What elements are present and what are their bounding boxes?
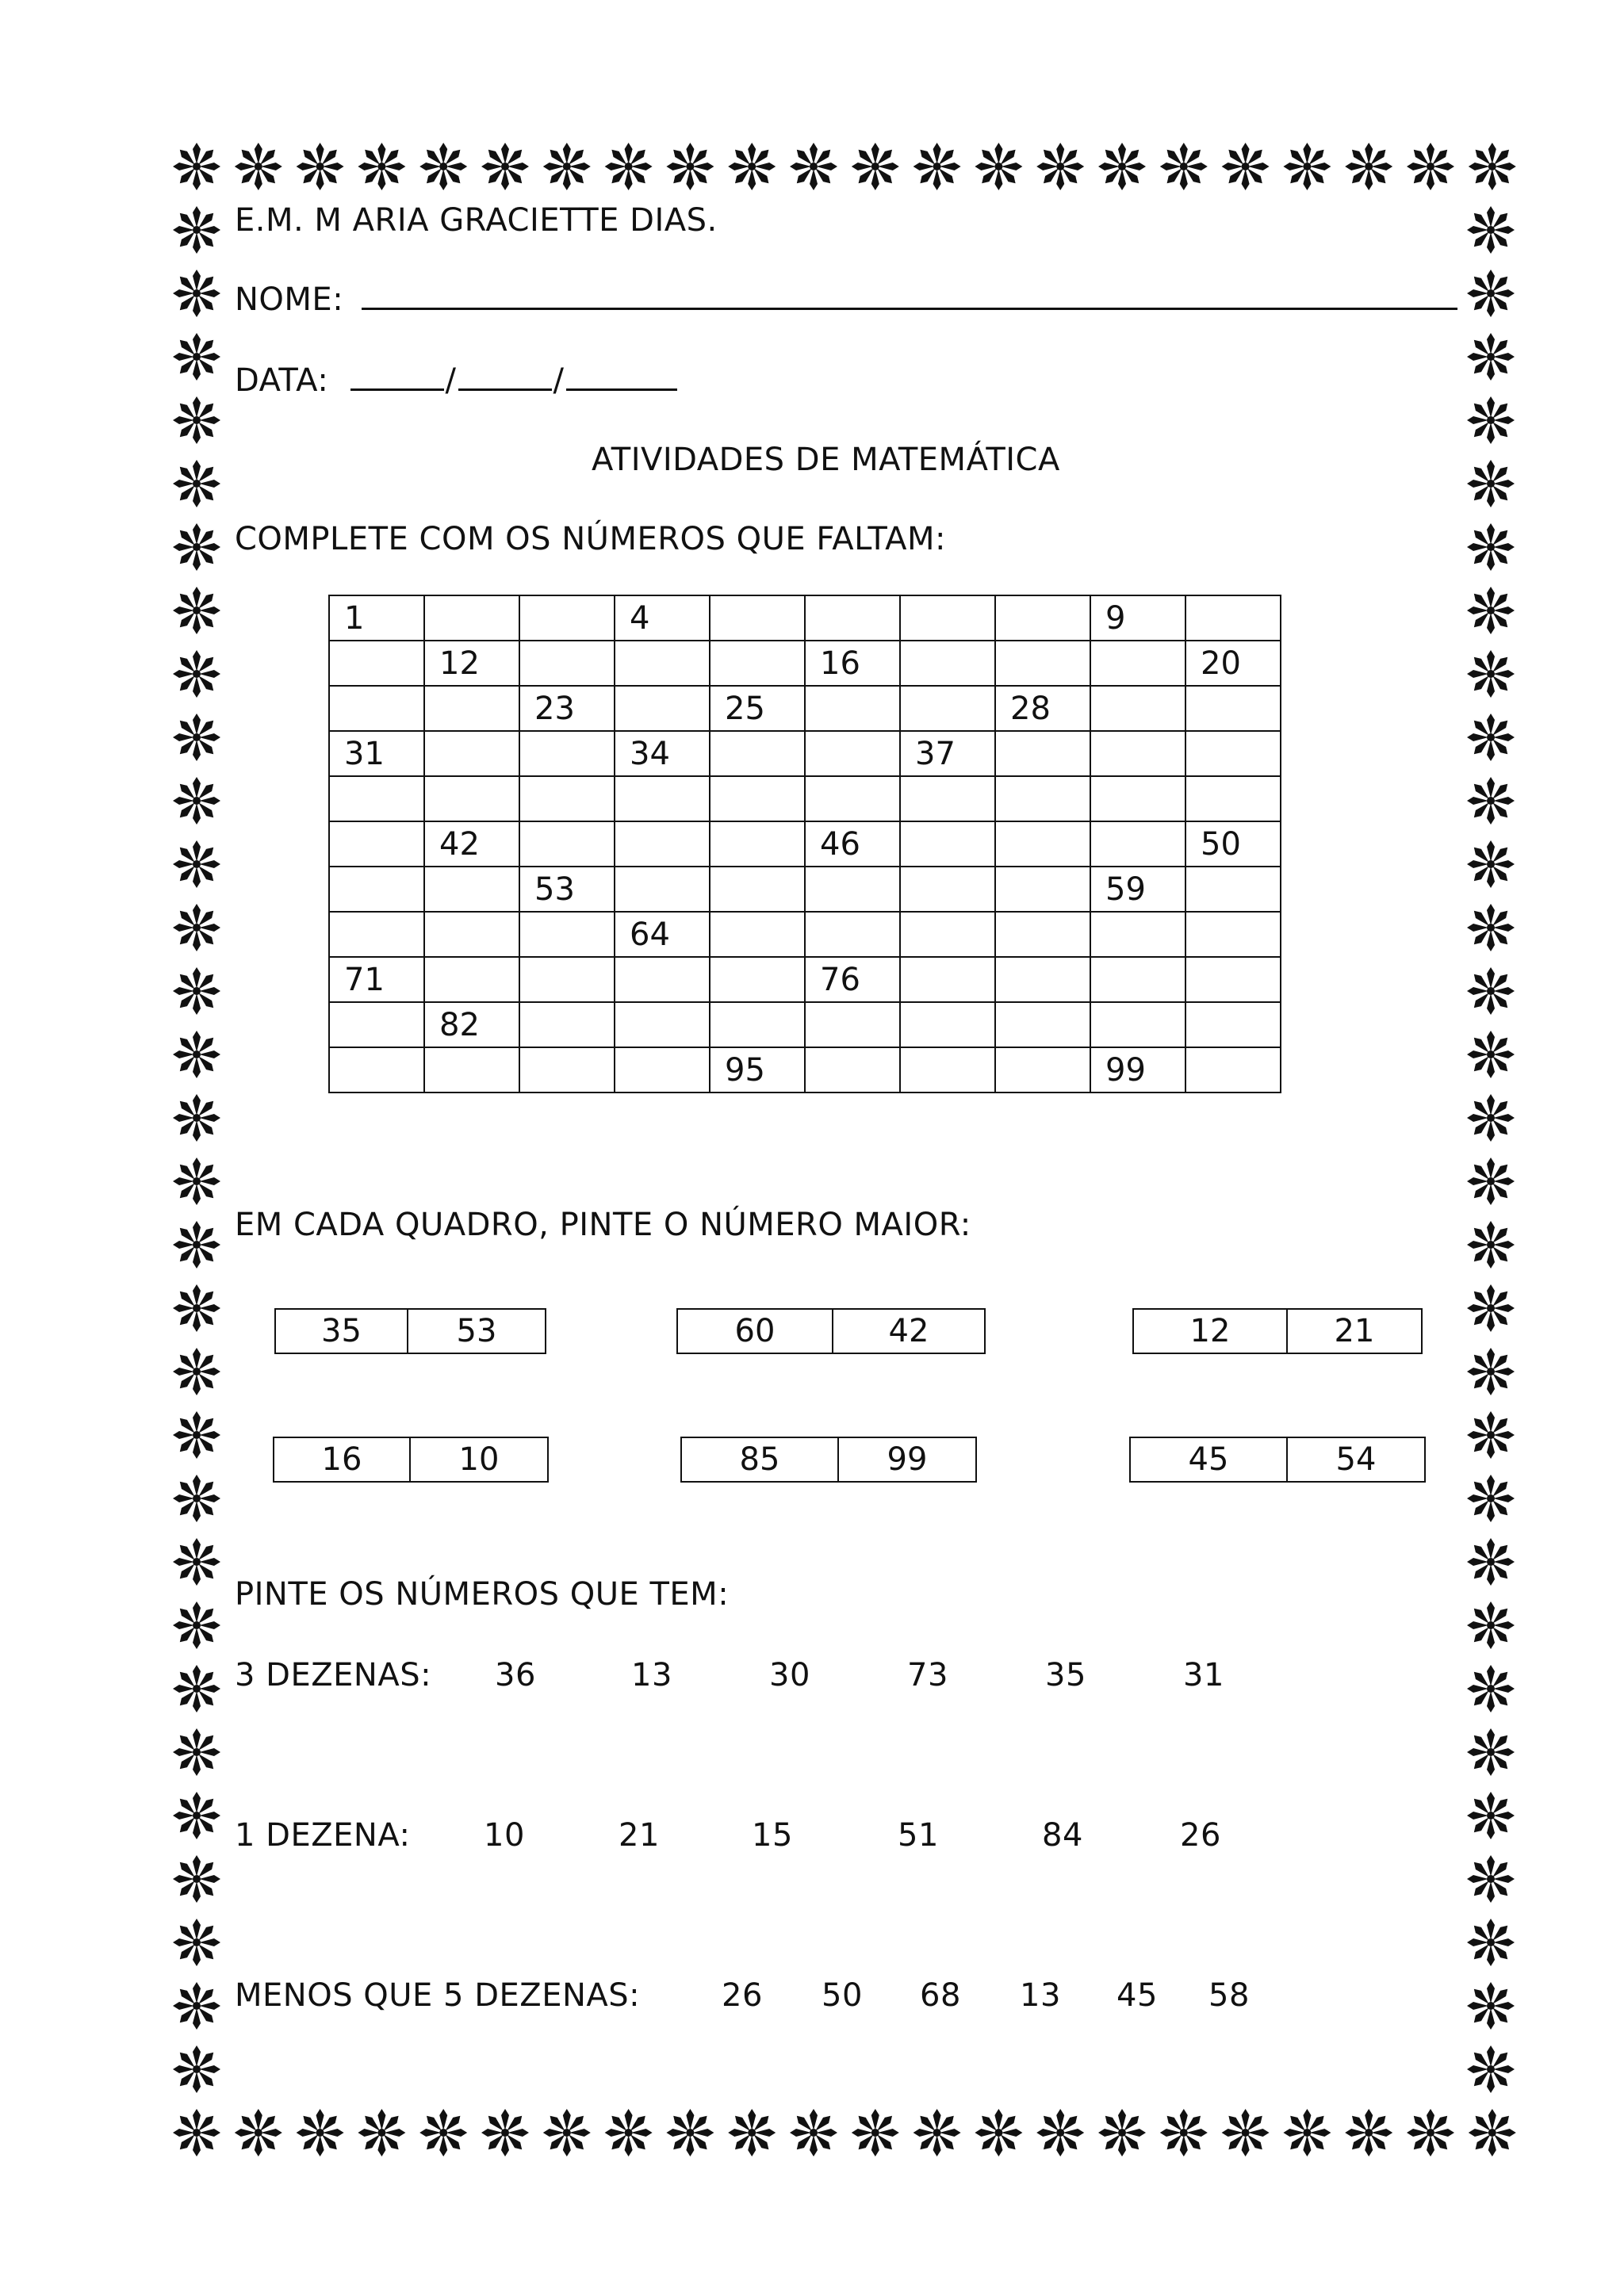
grid-cell[interactable] <box>519 1047 615 1093</box>
flower-ornament-icon <box>173 1348 220 1395</box>
flower-ornament-icon <box>173 1475 220 1522</box>
flower-ornament-icon <box>419 2109 467 2156</box>
pair-number[interactable]: 12 <box>1189 1313 1231 1349</box>
flower-ornament-icon <box>1467 714 1515 761</box>
paintable-number[interactable]: 21 <box>619 1817 660 1854</box>
grid-cell[interactable] <box>1185 1047 1281 1093</box>
paintable-number[interactable]: 26 <box>1180 1817 1221 1854</box>
flower-ornament-icon <box>914 2109 961 2156</box>
grid-cell[interactable] <box>995 1002 1090 1047</box>
flower-ornament-icon <box>1467 460 1515 507</box>
grid-row <box>329 1047 1281 1093</box>
flower-ornament-icon <box>173 270 220 317</box>
grid-cell: 95 <box>710 1047 805 1093</box>
flower-ornament-icon <box>173 1158 220 1205</box>
grid-cell[interactable] <box>805 686 900 731</box>
flower-ornament-icon <box>173 333 220 381</box>
flower-ornament-icon <box>1467 1158 1515 1205</box>
grid-cell[interactable] <box>900 1047 995 1093</box>
flower-ornament-icon <box>1467 650 1515 698</box>
flower-ornament-icon <box>358 2109 405 2156</box>
flower-ornament-icon <box>1467 1284 1515 1332</box>
grid-cell[interactable] <box>710 867 805 912</box>
grid-cell: 31 <box>329 731 424 776</box>
grid-cell: 20 <box>1185 641 1281 686</box>
flower-ornament-icon <box>173 1728 220 1776</box>
grid-cell[interactable] <box>995 731 1090 776</box>
grid-cell: 99 <box>1090 1047 1185 1093</box>
grid-cell[interactable] <box>615 686 710 731</box>
grid-cell[interactable] <box>519 821 615 867</box>
flower-ornament-icon <box>1467 1728 1515 1776</box>
flower-ornament-icon <box>173 206 220 254</box>
grid-cell[interactable] <box>424 957 519 1002</box>
grid-cell: 23 <box>519 686 615 731</box>
flower-ornament-icon <box>1467 1411 1515 1459</box>
grid-cell[interactable] <box>995 867 1090 912</box>
flower-ornament-icon <box>605 143 653 190</box>
paintable-number[interactable]: 15 <box>752 1817 793 1854</box>
date-slash: / <box>445 362 457 399</box>
flower-ornament-icon <box>173 2045 220 2093</box>
name-line <box>235 281 1457 318</box>
flower-ornament-icon <box>1160 143 1208 190</box>
flower-ornament-icon <box>1467 1982 1515 2030</box>
grid-cell: 4 <box>615 595 710 641</box>
grid-cell[interactable] <box>900 641 995 686</box>
flower-ornament-icon <box>173 840 220 888</box>
grid-cell[interactable] <box>615 821 710 867</box>
grid-cell[interactable] <box>995 1047 1090 1093</box>
flower-ornament-icon <box>419 143 467 190</box>
flower-ornament-icon <box>173 1031 220 1078</box>
paintable-number[interactable]: 31 <box>1183 1657 1224 1693</box>
grid-cell[interactable] <box>329 867 424 912</box>
paintable-number[interactable]: 30 <box>769 1657 810 1693</box>
grid-cell[interactable] <box>900 1002 995 1047</box>
grid-cell[interactable] <box>329 686 424 731</box>
grid-row <box>329 821 1281 867</box>
number-pair-box <box>1129 1437 1426 1483</box>
grid-cell[interactable] <box>329 912 424 957</box>
paintable-number[interactable]: 13 <box>631 1657 672 1693</box>
flower-ornament-icon <box>173 587 220 634</box>
flower-ornament-icon <box>1467 1538 1515 1586</box>
paintable-number[interactable]: 35 <box>1045 1657 1086 1693</box>
grid-cell[interactable] <box>1090 731 1185 776</box>
name-field[interactable] <box>362 281 1457 310</box>
flower-ornament-icon <box>1036 143 1084 190</box>
grid-cell[interactable] <box>995 776 1090 821</box>
section2-instruction: EM CADA QUADRO, PINTE O NÚMERO MAIOR: <box>235 1207 971 1243</box>
flower-ornament-icon <box>1467 396 1515 444</box>
grid-cell[interactable] <box>519 776 615 821</box>
grid-cell[interactable] <box>615 1002 710 1047</box>
paintable-number[interactable]: 45 <box>1116 1977 1158 2014</box>
pair-number[interactable]: 60 <box>734 1313 776 1349</box>
flower-ornament-icon <box>1467 1094 1515 1142</box>
grid-cell[interactable] <box>995 821 1090 867</box>
school-name: E.M. M ARIA GRACIETTE DIAS. <box>235 202 718 239</box>
tens-row-label: 3 DEZENAS: <box>235 1657 432 1693</box>
tens-row-label: 1 DEZENA: <box>235 1817 411 1854</box>
pair-number[interactable]: 85 <box>739 1441 780 1478</box>
grid-cell[interactable] <box>900 957 995 1002</box>
grid-cell[interactable] <box>805 731 900 776</box>
grid-cell[interactable] <box>1185 731 1281 776</box>
flower-ornament-icon <box>1467 1031 1515 1078</box>
grid-cell[interactable] <box>710 821 805 867</box>
flower-ornament-icon <box>1407 143 1454 190</box>
grid-cell[interactable] <box>519 912 615 957</box>
flower-ornament-icon <box>173 714 220 761</box>
grid-cell[interactable] <box>710 731 805 776</box>
flower-ornament-icon <box>173 904 220 951</box>
grid-cell: 16 <box>805 641 900 686</box>
flower-ornament-icon <box>1467 777 1515 825</box>
grid-cell[interactable] <box>424 686 519 731</box>
flower-ornament-icon <box>1467 840 1515 888</box>
date-month-field[interactable] <box>458 362 552 391</box>
flower-ornament-icon <box>666 2109 714 2156</box>
paintable-number[interactable]: 73 <box>907 1657 948 1693</box>
flower-ornament-icon <box>1467 1855 1515 1903</box>
grid-cell: 59 <box>1090 867 1185 912</box>
grid-cell: 37 <box>900 731 995 776</box>
flower-ornament-icon <box>852 143 899 190</box>
flower-ornament-icon <box>1467 967 1515 1015</box>
flower-ornament-icon <box>852 2109 899 2156</box>
grid-row <box>329 912 1281 957</box>
grid-cell: 25 <box>710 686 805 731</box>
paintable-number[interactable]: 36 <box>495 1657 536 1693</box>
flower-ornament-icon <box>543 143 591 190</box>
grid-cell[interactable] <box>900 867 995 912</box>
grid-cell[interactable] <box>900 912 995 957</box>
flower-ornament-icon <box>728 2109 776 2156</box>
grid-cell[interactable] <box>329 776 424 821</box>
flower-ornament-icon <box>173 1855 220 1903</box>
grid-cell[interactable] <box>519 957 615 1002</box>
grid-cell: 12 <box>424 641 519 686</box>
grid-cell: 76 <box>805 957 900 1002</box>
flower-ornament-icon <box>1407 2109 1454 2156</box>
flower-ornament-icon <box>1467 206 1515 254</box>
date-line <box>235 362 677 399</box>
grid-cell[interactable] <box>1185 595 1281 641</box>
grid-cell[interactable] <box>1185 957 1281 1002</box>
paintable-number[interactable]: 51 <box>898 1817 939 1854</box>
grid-cell[interactable] <box>995 957 1090 1002</box>
decorative-border-left <box>165 135 228 2164</box>
grid-cell[interactable] <box>519 595 615 641</box>
date-label: DATA: <box>235 362 329 399</box>
pair-number[interactable]: 42 <box>832 1310 984 1353</box>
grid-cell[interactable] <box>615 867 710 912</box>
flower-ornament-icon <box>1098 143 1146 190</box>
grid-cell[interactable] <box>805 1047 900 1093</box>
grid-cell[interactable] <box>1090 686 1185 731</box>
flower-ornament-icon <box>173 1411 220 1459</box>
flower-ornament-icon <box>173 1665 220 1712</box>
grid-cell: 82 <box>424 1002 519 1047</box>
flower-ornament-icon <box>173 1221 220 1269</box>
flower-ornament-icon <box>1467 2045 1515 2093</box>
grid-cell[interactable] <box>424 912 519 957</box>
grid-cell[interactable] <box>329 641 424 686</box>
pair-number[interactable]: 54 <box>1286 1438 1424 1481</box>
flower-ornament-icon <box>790 2109 837 2156</box>
grid-cell: 50 <box>1185 821 1281 867</box>
flower-ornament-icon <box>975 2109 1022 2156</box>
flower-ornament-icon <box>173 1094 220 1142</box>
grid-cell: 9 <box>1090 595 1185 641</box>
number-pair-box <box>1132 1308 1423 1354</box>
grid-cell[interactable] <box>1090 641 1185 686</box>
flower-ornament-icon <box>173 1601 220 1649</box>
flower-ornament-icon <box>173 1792 220 1839</box>
grid-row <box>329 957 1281 1002</box>
decorative-border-top <box>165 135 1529 198</box>
grid-row <box>329 686 1281 731</box>
flower-ornament-icon <box>173 1538 220 1586</box>
flower-ornament-icon <box>173 1919 220 1966</box>
flower-ornament-icon <box>1467 333 1515 381</box>
paintable-number[interactable]: 84 <box>1042 1817 1083 1854</box>
flower-ornament-icon <box>173 967 220 1015</box>
grid-cell[interactable] <box>995 912 1090 957</box>
grid-cell: 46 <box>805 821 900 867</box>
flower-ornament-icon <box>1160 2109 1208 2156</box>
tens-row-label: MENOS QUE 5 DEZENAS: <box>235 1977 641 2014</box>
grid-cell[interactable] <box>329 821 424 867</box>
grid-cell[interactable] <box>900 595 995 641</box>
flower-ornament-icon <box>1467 270 1515 317</box>
date-day-field[interactable] <box>350 362 444 391</box>
pair-number[interactable]: 21 <box>1286 1310 1421 1353</box>
date-slash: / <box>553 362 565 399</box>
grid-cell[interactable] <box>1090 1002 1185 1047</box>
grid-cell[interactable] <box>424 731 519 776</box>
flower-ornament-icon <box>1467 1919 1515 1966</box>
pair-number[interactable]: 99 <box>837 1438 975 1481</box>
grid-cell: 64 <box>615 912 710 957</box>
flower-ornament-icon <box>728 143 776 190</box>
flower-ornament-icon <box>173 1284 220 1332</box>
flower-ornament-icon <box>297 143 344 190</box>
flower-ornament-icon <box>173 650 220 698</box>
grid-cell[interactable] <box>710 1002 805 1047</box>
grid-cell[interactable] <box>1185 867 1281 912</box>
flower-ornament-icon <box>1467 587 1515 634</box>
flower-ornament-icon <box>297 2109 344 2156</box>
flower-ornament-icon <box>1222 2109 1270 2156</box>
grid-cell[interactable] <box>900 686 995 731</box>
flower-ornament-icon <box>1036 2109 1084 2156</box>
grid-cell[interactable] <box>615 776 710 821</box>
flower-ornament-icon <box>173 396 220 444</box>
grid-cell[interactable] <box>424 867 519 912</box>
grid-row <box>329 1002 1281 1047</box>
flower-ornament-icon <box>1467 1792 1515 1839</box>
flower-ornament-icon <box>543 2109 591 2156</box>
flower-ornament-icon <box>914 143 961 190</box>
grid-cell[interactable] <box>710 641 805 686</box>
flower-ornament-icon <box>1283 143 1331 190</box>
paintable-number[interactable]: 68 <box>920 1977 961 2014</box>
grid-cell[interactable] <box>329 1047 424 1093</box>
number-pair-box <box>274 1308 546 1354</box>
pair-number[interactable]: 53 <box>407 1310 545 1353</box>
number-pair-box <box>680 1437 977 1483</box>
grid-cell[interactable] <box>1185 1002 1281 1047</box>
flower-ornament-icon <box>1467 1475 1515 1522</box>
grid-cell[interactable] <box>424 776 519 821</box>
flower-ornament-icon <box>481 2109 529 2156</box>
grid-cell[interactable] <box>1090 912 1185 957</box>
grid-cell[interactable] <box>615 957 710 1002</box>
flower-ornament-icon <box>1467 1348 1515 1395</box>
grid-cell[interactable] <box>805 912 900 957</box>
decorative-border-right <box>1459 135 1522 2164</box>
decorative-border-bottom <box>165 2101 1529 2164</box>
flower-ornament-icon <box>173 777 220 825</box>
grid-cell: 42 <box>424 821 519 867</box>
grid-cell[interactable] <box>805 776 900 821</box>
pair-number[interactable]: 10 <box>409 1438 547 1481</box>
section1-instruction: COMPLETE COM OS NÚMEROS QUE FALTAM: <box>235 521 947 557</box>
flower-ornament-icon <box>1222 143 1270 190</box>
grid-cell: 34 <box>615 731 710 776</box>
grid-cell[interactable] <box>615 641 710 686</box>
flower-ornament-icon <box>1467 1221 1515 1269</box>
flower-ornament-icon <box>173 460 220 507</box>
grid-cell[interactable] <box>1185 776 1281 821</box>
number-pair-box <box>273 1437 549 1483</box>
page-title: ATIVIDADES DE MATEMÁTICA <box>592 442 1060 478</box>
grid-cell[interactable] <box>710 957 805 1002</box>
pair-number[interactable]: 16 <box>321 1441 362 1478</box>
grid-row <box>329 731 1281 776</box>
flower-ornament-icon <box>481 143 529 190</box>
grid-cell[interactable] <box>424 1047 519 1093</box>
grid-cell[interactable] <box>995 595 1090 641</box>
flower-ornament-icon <box>790 143 837 190</box>
flower-ornament-icon <box>1467 1665 1515 1712</box>
grid-cell[interactable] <box>1090 821 1185 867</box>
flower-ornament-icon <box>1467 523 1515 571</box>
flower-ornament-icon <box>1467 1601 1515 1649</box>
flower-ornament-icon <box>173 523 220 571</box>
grid-cell: 71 <box>329 957 424 1002</box>
grid-cell[interactable] <box>900 776 995 821</box>
flower-ornament-icon <box>1098 2109 1146 2156</box>
grid-cell[interactable] <box>805 1002 900 1047</box>
grid-cell: 1 <box>329 595 424 641</box>
section3-instruction: PINTE OS NÚMEROS QUE TEM: <box>235 1576 730 1613</box>
pair-number[interactable]: 45 <box>1188 1441 1229 1478</box>
grid-cell: 53 <box>519 867 615 912</box>
flower-ornament-icon <box>235 2109 282 2156</box>
flower-ornament-icon <box>173 1982 220 2030</box>
grid-row <box>329 867 1281 912</box>
grid-cell[interactable] <box>615 1047 710 1093</box>
grid-cell[interactable] <box>519 731 615 776</box>
flower-ornament-icon <box>975 143 1022 190</box>
pair-number[interactable]: 35 <box>321 1313 362 1349</box>
paintable-number[interactable]: 10 <box>484 1817 525 1854</box>
paintable-number[interactable]: 50 <box>822 1977 863 2014</box>
grid-cell[interactable] <box>519 641 615 686</box>
grid-cell: 28 <box>995 686 1090 731</box>
number-grid <box>328 595 1281 1093</box>
grid-cell[interactable] <box>1090 957 1185 1002</box>
grid-cell[interactable] <box>710 912 805 957</box>
grid-cell[interactable] <box>710 776 805 821</box>
flower-ornament-icon <box>1283 2109 1331 2156</box>
grid-cell[interactable] <box>900 821 995 867</box>
grid-cell[interactable] <box>710 595 805 641</box>
number-pair-box <box>676 1308 986 1354</box>
grid-cell[interactable] <box>519 1002 615 1047</box>
grid-cell[interactable] <box>1090 776 1185 821</box>
grid-cell[interactable] <box>995 641 1090 686</box>
flower-ornament-icon <box>1345 2109 1392 2156</box>
paintable-number[interactable]: 58 <box>1208 1977 1250 2014</box>
flower-ornament-icon <box>235 143 282 190</box>
flower-ornament-icon <box>666 143 714 190</box>
flower-ornament-icon <box>358 143 405 190</box>
date-year-field[interactable] <box>566 362 677 391</box>
grid-cell[interactable] <box>805 867 900 912</box>
paintable-number[interactable]: 26 <box>722 1977 763 2014</box>
grid-cell[interactable] <box>805 595 900 641</box>
name-label: NOME: <box>235 281 344 318</box>
grid-cell[interactable] <box>329 1002 424 1047</box>
grid-cell[interactable] <box>1185 686 1281 731</box>
paintable-number[interactable]: 13 <box>1020 1977 1061 2014</box>
grid-cell[interactable] <box>424 595 519 641</box>
grid-row <box>329 776 1281 821</box>
grid-row <box>329 595 1281 641</box>
flower-ornament-icon <box>605 2109 653 2156</box>
grid-row <box>329 641 1281 686</box>
grid-cell[interactable] <box>1185 912 1281 957</box>
flower-ornament-icon <box>1467 904 1515 951</box>
flower-ornament-icon <box>1345 143 1392 190</box>
